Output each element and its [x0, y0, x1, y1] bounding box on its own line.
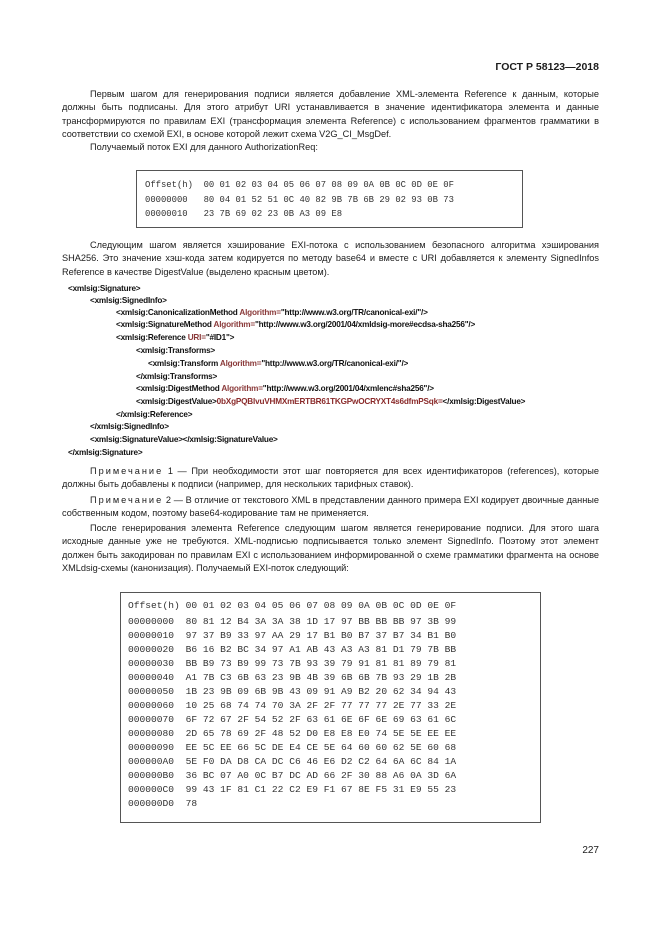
hex-row: 00000010 23 7B 69 02 23 0B A3 09 E8	[145, 209, 343, 219]
xml-line: <xmlsig:SignatureMethod Algorithm="http://www.w3.org/2001/04/xmldsig-more#ecdsa-sha256"/>	[116, 320, 476, 329]
xml-line: <xmlsig:Transforms>	[136, 346, 216, 355]
xml-line: <xmlsig:DigestValue>0bXgPQBlvuVHMXmERTBR61TKGPwOCRYXT4s6dfmPSqk=</xmlsig:DigestValue>	[136, 397, 526, 406]
hex-dump-box-2	[120, 592, 541, 823]
hex-row: 000000B0 36 BC 07 A0 0C B7 DC AD 66 2F 30 88 A6 0A 3D 6A	[128, 770, 457, 781]
hex-dump-box-1	[136, 170, 523, 228]
hex-row: 00000010 97 37 B9 33 97 AA 29 17 B1 B0 B7 37 B7 34 B1 B0	[128, 630, 457, 641]
xml-line: </xmlsig:Transforms>	[136, 372, 218, 381]
paragraph-hashing: Следующим шагом является хэширование EXI-потока с использованием безопасного алгоритма хэширования SHA256. Это значение хэш-кода затем кодируется по методу base64 и вместе с URI добавляется к элементу SignedInfos Reference в качестве DigestValue (выделено красным цветом).	[62, 240, 599, 277]
xml-line: <xmlsig:SignedInfo>	[90, 296, 167, 305]
hex-row: 000000C0 99 43 1F 81 C1 22 C2 E9 F1 67 8E F5 31 E9 55 23	[128, 784, 457, 795]
xml-line: </xmlsig:Signature>	[68, 448, 143, 457]
hex-row: 00000040 A1 7B C3 6B 63 23 9B 4B 39 6B 6B 7B 93 29 1B 2B	[128, 672, 457, 683]
note-1: Примечание 1 — При необходимости этот шаг повторяется для всех идентификаторов (references), которые должны быть добавлены к подписи (например, для нескольких тарифных ставок).	[62, 466, 600, 490]
hex-row: 000000A0 5E F0 DA D8 CA DC C6 46 E6 D2 C2 64 6A 6C 84 1A	[128, 756, 457, 767]
hex-row: 00000000 80 81 12 B4 3A 3A 38 1D 17 97 BB BB BB 97 3B 99	[128, 616, 457, 627]
document-header: ГОСТ Р 58123—2018	[495, 61, 599, 73]
hex-row: 00000090 EE 5C EE 66 5C DE E4 CE 5E 64 60 60 62 5E 60 68	[128, 742, 457, 753]
xml-line: </xmlsig:SignedInfo>	[90, 422, 169, 431]
note-2: Примечание 2 — В отличие от текстового XML в представлении данного примера EXI кодирует двоичные данные собственным кодом, поэтому base64-кодирование там не применяется.	[62, 495, 599, 519]
hex-row: 00000000 80 04 01 52 51 0C 40 82 9B 7B 6B 29 02 93 0B 73	[145, 195, 454, 205]
hex-row: 00000020 B6 16 B2 BC 34 97 A1 AB 43 A3 A3 81 D1 79 7B BB	[128, 644, 457, 655]
xml-line: <xmlsig:Signature>	[68, 284, 141, 293]
paragraph-signature: После генерирования элемента Reference следующим шагом является генерирование подписи. Для этого шага исходные данные уже не требуются. XML-подписью подписывается только элемент SignedInfo. Поэтому этот элемент должен быть закодирован по правилам EXI с использованием информированной о схеме грамматики фрагмента на основе XMLdsig-схемы (канонизация). Получаемый EXI-поток следующий:	[62, 523, 599, 573]
digest-value: 0bXgPQBlvuVHMXmERTBR61TKGPwOCRYXT4s6dfmPSqk=	[216, 397, 443, 406]
paragraph-exi-stream: Получаемый поток EXI для данного AuthorizationReq:	[90, 142, 318, 152]
hex-row: 00000070 6F 72 67 2F 54 52 2F 63 61 6E 6F 6E 69 63 61 6C	[128, 714, 457, 725]
hex-row: 00000060 10 25 68 74 74 70 3A 2F 2F 77 77 77 2E 77 33 2E	[128, 700, 457, 711]
paragraph-reference: Первым шагом для генерирования подписи является добавление XML-элемента Reference к данным, которые должны быть подписаны. Для этого атрибут URI устанавливается в значение идентификатора элемента и данные трансформируются по правилам EXI (трансформация элемента Reference) с использованием фрагментов грамматики в соответствии со схемой EXI, в основе которой лежит схема V2G_CI_MsgDef.	[62, 89, 599, 139]
hex-row-header: Offset(h) 00 01 02 03 04 05 06 07 08 09 0A 0B 0C 0D 0E 0F	[145, 180, 454, 190]
hex-row-header: Offset(h) 00 01 02 03 04 05 06 07 08 09 0A 0B 0C 0D 0E 0F	[128, 600, 457, 611]
hex-row: 00000050 1B 23 9B 09 6B 9B 43 09 91 A9 B2 20 62 34 94 43	[128, 686, 457, 697]
hex-row: 00000080 2D 65 78 69 2F 48 52 D0 E8 E8 E0 74 5E 5E EE EE	[128, 728, 457, 739]
hex-row: 00000030 BB B9 73 B9 99 73 7B 93 39 79 91 81 81 89 79 81	[128, 658, 457, 669]
xml-line: </xmlsig:Reference>	[116, 410, 193, 419]
xml-line: <xmlsig:Reference URI="#ID1">	[116, 333, 235, 342]
xml-line: <xmlsig:CanonicalizationMethod Algorithm="http://www.w3.org/TR/canonical-exi/"/>	[116, 308, 428, 317]
xml-line: <xmlsig:DigestMethod Algorithm="http://www.w3.org/2001/04/xmlenc#sha256"/>	[136, 384, 434, 393]
page-number: 227	[582, 845, 599, 856]
xml-line: <xmlsig:Transform Algorithm="http://www.w3.org/TR/canonical-exi/"/>	[148, 359, 409, 368]
hex-row: 000000D0 78	[128, 798, 198, 809]
xml-line: <xmlsig:SignatureValue></xmlsig:SignatureValue>	[90, 435, 278, 444]
